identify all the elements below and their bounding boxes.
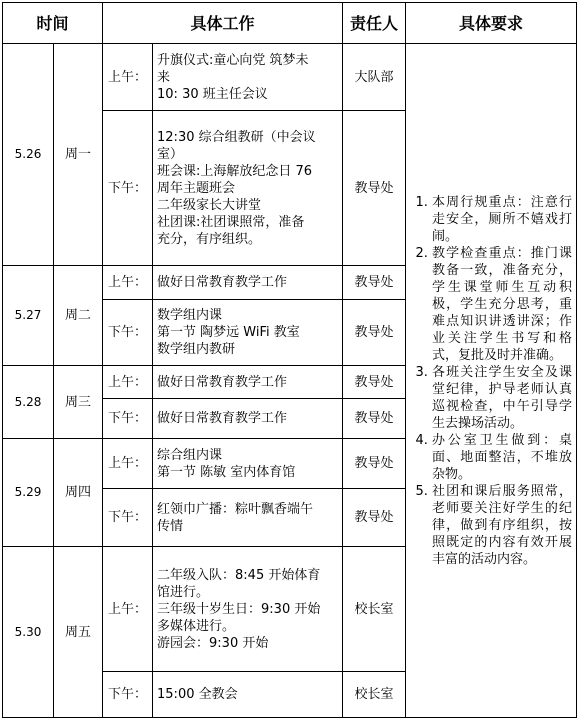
period-cell: 上午： bbox=[103, 366, 153, 399]
date-cell: 5.26 bbox=[3, 44, 54, 266]
period-cell: 上午： bbox=[103, 439, 153, 489]
header-owner: 责任人 bbox=[343, 3, 406, 44]
date-cell: 5.30 bbox=[3, 547, 54, 718]
work-line: 二年级入队：8:45 开始体育 bbox=[157, 567, 321, 583]
owner-cell: 校长室 bbox=[343, 672, 406, 718]
period-cell: 上午： bbox=[103, 547, 153, 672]
work-line: 第一节 陈敏 室内体育馆 bbox=[157, 464, 296, 480]
weekday-cell: 周二 bbox=[54, 266, 103, 366]
work-line: 班会课:上海解放纪念日 76 bbox=[157, 163, 313, 179]
owner-cell: 教导处 bbox=[343, 300, 406, 366]
work-cell bbox=[153, 266, 343, 300]
work-cell bbox=[153, 366, 343, 399]
period-cell: 下午： bbox=[103, 489, 153, 547]
work-line: 15:00 全教会 bbox=[157, 687, 238, 702]
work-cell bbox=[153, 44, 343, 111]
work-line: 综合组内课 bbox=[157, 447, 223, 463]
date-cell: 5.29 bbox=[3, 439, 54, 547]
work-line: 社团课:社团课照常，准备 bbox=[157, 214, 305, 230]
work-line: 多媒体进行。 bbox=[157, 618, 236, 634]
work-cell bbox=[153, 547, 343, 672]
date-cell: 5.27 bbox=[3, 266, 54, 366]
owner-cell: 教导处 bbox=[343, 399, 406, 439]
owner-cell: 教导处 bbox=[343, 489, 406, 547]
weekday-cell: 周三 bbox=[54, 366, 103, 439]
work-line: 来 bbox=[157, 69, 171, 85]
work-line: 馆进行。 bbox=[157, 584, 210, 600]
owner-cell: 教导处 bbox=[343, 266, 406, 300]
period-cell: 上午： bbox=[103, 266, 153, 300]
period-cell: 下午： bbox=[103, 111, 153, 266]
owner-cell: 大队部 bbox=[343, 44, 406, 111]
weekday-cell: 周五 bbox=[54, 547, 103, 718]
requirement-item: 3. 各班关注学生安全及课堂纪律，护导老师认真巡视检查，中午引导学生去操场活动。 bbox=[432, 364, 572, 432]
date-cell: 5.28 bbox=[3, 366, 54, 439]
work-line: 数学组内课 bbox=[157, 308, 223, 323]
period-cell: 下午： bbox=[103, 399, 153, 439]
work-line: 10: 30 班主任会议 bbox=[157, 86, 268, 102]
work-line: 二年级家长大讲堂 bbox=[157, 197, 262, 213]
work-cell bbox=[153, 399, 343, 439]
work-line: 游园会：9:30 开始 bbox=[157, 635, 269, 651]
work-line: 周年主题班会 bbox=[157, 180, 236, 196]
work-cell bbox=[153, 439, 343, 489]
work-line: 做好日常教育教学工作 bbox=[157, 374, 288, 390]
requirement-item: 2. 教学检查重点：推门课教备一致，准备充分，学生课堂师生互动积极，学生充分思考，重难点知识讲透讲深；作业关注学生书写和格式，复批及时并准确。 bbox=[432, 245, 572, 364]
work-line: 传情 bbox=[157, 518, 184, 534]
weekday-cell: 周四 bbox=[54, 439, 103, 547]
header-row bbox=[3, 3, 577, 44]
work-cell bbox=[153, 672, 343, 718]
work-line: 数学组内教研 bbox=[157, 342, 236, 357]
owner-cell: 教导处 bbox=[343, 111, 406, 266]
requirements-cell bbox=[406, 44, 577, 718]
work-line: 做好日常教育教学工作 bbox=[157, 411, 288, 426]
requirements-list bbox=[410, 194, 572, 568]
owner-cell: 教导处 bbox=[343, 439, 406, 489]
work-line: 做好日常教育教学工作 bbox=[157, 275, 288, 290]
work-line: 充分，有序组织。 bbox=[157, 231, 262, 247]
requirement-item: 1. 本周行规重点：注意行走安全，厕所不嬉戏打闹。 bbox=[432, 194, 572, 245]
requirement-item: 5. 社团和课后服务照常，老师要关注好学生的纪律，做到有序组织，按照既定的内容有效开展丰富的活动内容。 bbox=[432, 483, 572, 568]
work-cell bbox=[153, 111, 343, 266]
period-cell: 下午： bbox=[103, 300, 153, 366]
header-requirements: 具体要求 bbox=[406, 3, 577, 44]
work-cell bbox=[153, 300, 343, 366]
owner-cell: 校长室 bbox=[343, 547, 406, 672]
header-time: 时间 bbox=[3, 3, 103, 44]
requirement-item: 4. 办公室卫生做到：桌面、地面整洁，不堆放杂物。 bbox=[432, 432, 572, 483]
work-line: 红领巾广播：粽叶飘香端午 bbox=[157, 501, 314, 517]
header-work: 具体工作 bbox=[103, 3, 343, 44]
work-cell bbox=[153, 489, 343, 547]
period-cell: 下午： bbox=[103, 672, 153, 718]
work-line: 升旗仪式:童心向党 筑梦未 bbox=[157, 52, 309, 68]
weekday-cell: 周一 bbox=[54, 44, 103, 266]
work-line: 第一节 陶梦远 WiFi 教室 bbox=[157, 325, 300, 340]
owner-cell: 教导处 bbox=[343, 366, 406, 399]
table-row bbox=[3, 44, 577, 111]
work-line: 12:30 综合组教研（中会议 bbox=[157, 129, 316, 145]
work-line: 室） bbox=[157, 146, 184, 162]
weekly-schedule-table bbox=[2, 2, 577, 718]
work-line: 三年级十岁生日：9:30 开始 bbox=[157, 601, 321, 617]
period-cell: 上午： bbox=[103, 44, 153, 111]
